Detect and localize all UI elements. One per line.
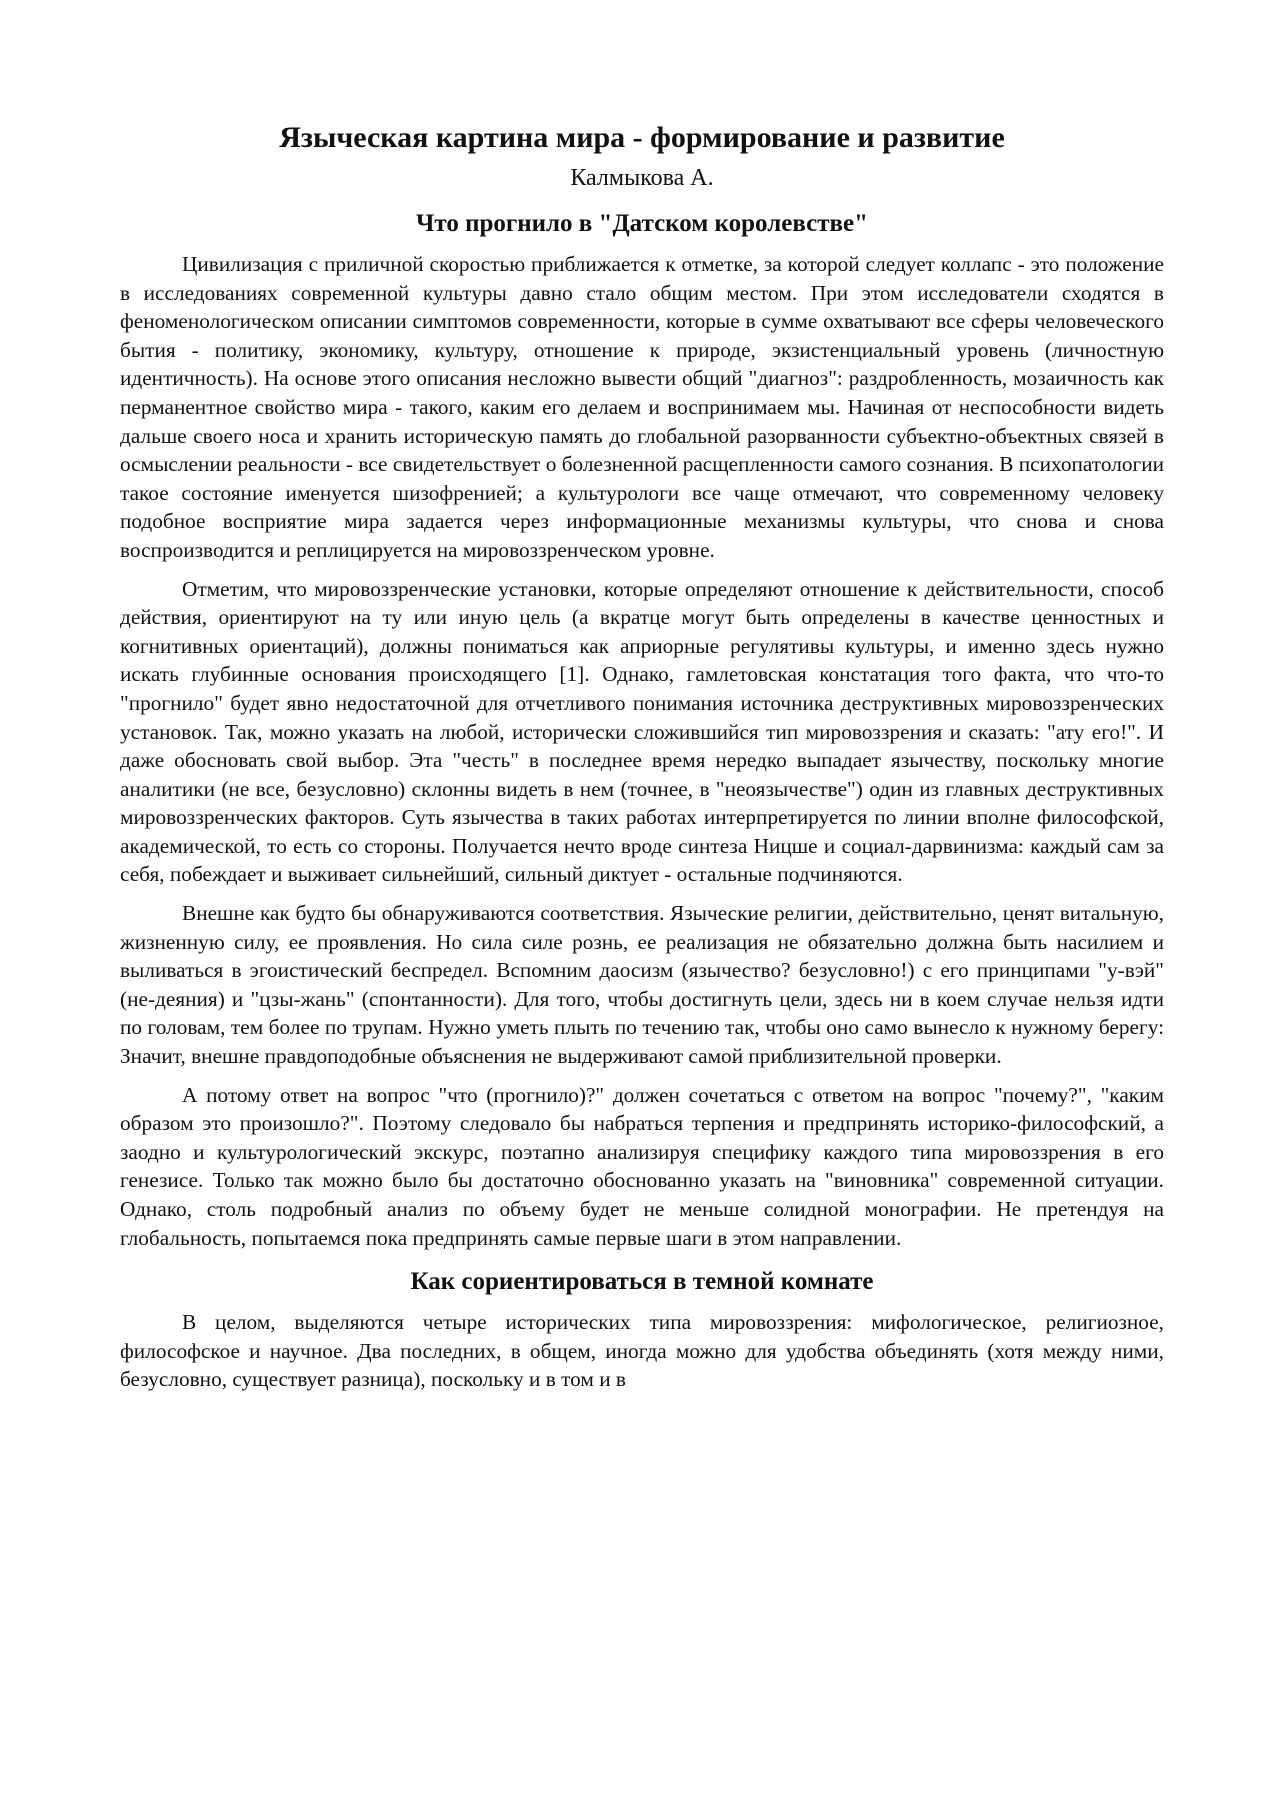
paragraph: А потому ответ на вопрос "что (прогнило)?" должен сочетаться с ответом на вопрос "почему?", "каким образом это произошло?". Поэтому следовало бы набраться терпения и предпринять историко-философский, а заодно и культурологический экскурс, поэтапно анализируя специфику каждого типа мировоззрения в его генезисе. Только так можно было бы достаточно обоснованно указать на "виновника" современной ситуации. Однако, столь подробный анализ по объему будет не меньше солидной монографии. Не претендуя на глобальность, попытаемся пока предпринять самые первые шаги в этом направлении. <box>120 1082 1164 1250</box>
paragraph: Отметим, что мировоззренческие установки, которые определяют отношение к действительности, способ действия, ориентируют на ту или иную цель (а вкратце могут быть определены в качестве ценностных и когнитивных ориентаций), должны пониматься как априорные регулятивы культуры, и именно здесь нужно искать глубинные основания происходящего [1]. Однако, гамлетовская констатация того факта, что что-то "прогнило" будет явно недостаточной для отчетливого понимания источника деструктивных мировоззренческих установок. Так, можно указать на любой, исторически сложившийся тип мировоззрения и сказать: "ату его!". И даже обосновать свой выбор. Эта "честь" в последнее время нередко выпадает язычеству, поскольку многие аналитики (не все, безусловно) склонны видеть в нем (точнее, в "неоязычестве") один из главных деструктивных мировоззренческих факторов. Суть язычества в таких работах интерпретируется по линии вполне философской, академической, то есть со стороны. Получается нечто вроде синтеза Ницше и социал-дарвинизма: каждый сам за себя, побеждает и выживает сильнейший, сильный диктует - остальные подчиняются. <box>120 576 1164 887</box>
section-heading: Как сориентироваться в темной комнате <box>410 1268 874 1296</box>
section-heading: Что прогнило в "Датском королевстве" <box>416 210 868 237</box>
paragraph: Внешне как будто бы обнаруживаются соответствия. Языческие религии, действительно, ценят витальную, жизненную силу, ее проявления. Но сила силе рознь, ее реализация не обязательно должна быть насилием и выливаться в эгоистический беспредел. Вспомним даосизм (язычество? безусловно!) с его принципами "у-вэй" (не-деяния) и "цзы-жань" (спонтанности). Для того, чтобы достигнуть цели, здесь ни в коем случае нельзя идти по головам, тем более по трупам. Нужно уметь плыть по течению так, чтобы оно само вынесло к нужному берегу: Значит, внешне правдоподобные объяснения не выдерживают самой приблизительной проверки. <box>120 901 1164 1069</box>
document-author: Калмыкова А. <box>570 165 714 191</box>
paragraph: В целом, выделяются четыре исторических типа мировоззрения: мифологическое, религиозное, философское и научное. Два последних, в общем, иногда можно для удобства объединять (хотя между ними, безусловно, существует разница), поскольку и в том и в <box>120 1310 1164 1392</box>
document-title: Языческая картина мира - формирование и развитие <box>279 121 1005 154</box>
paragraph: Цивилизация с приличной скоростью приближается к отметке, за которой следует коллапс - это положение в исследованиях современной культуры давно стало общим местом. При этом исследователи сходятся в феноменологическом описании симптомов современности, которые в сумме охватывают все сферы человеческого бытия - политику, экономику, культуру, отношение к природе, экзистенциальный уровень (личностную идентичность). На основе этого описания несложно вывести общий "диагноз": раздробленность, мозаичность как перманентное свойство мира - такого, каким его делаем и воспринимаем мы. Начиная от неспособности видеть дальше своего носа и хранить историческую память до глобальной разорванности субъектно-объектных связей в осмыслении реальности - все свидетельствует о болезненной расщепленности самого сознания. В психопатологии такое состояние именуется шизофренией; а культурологи все чаще отмечают, что современному человеку подобное восприятие мира задается через информационные механизмы культуры, что снова и снова воспроизводится и реплицируется на мировоззренческом уровне. <box>120 252 1164 562</box>
document-body <box>120 120 1164 1404</box>
